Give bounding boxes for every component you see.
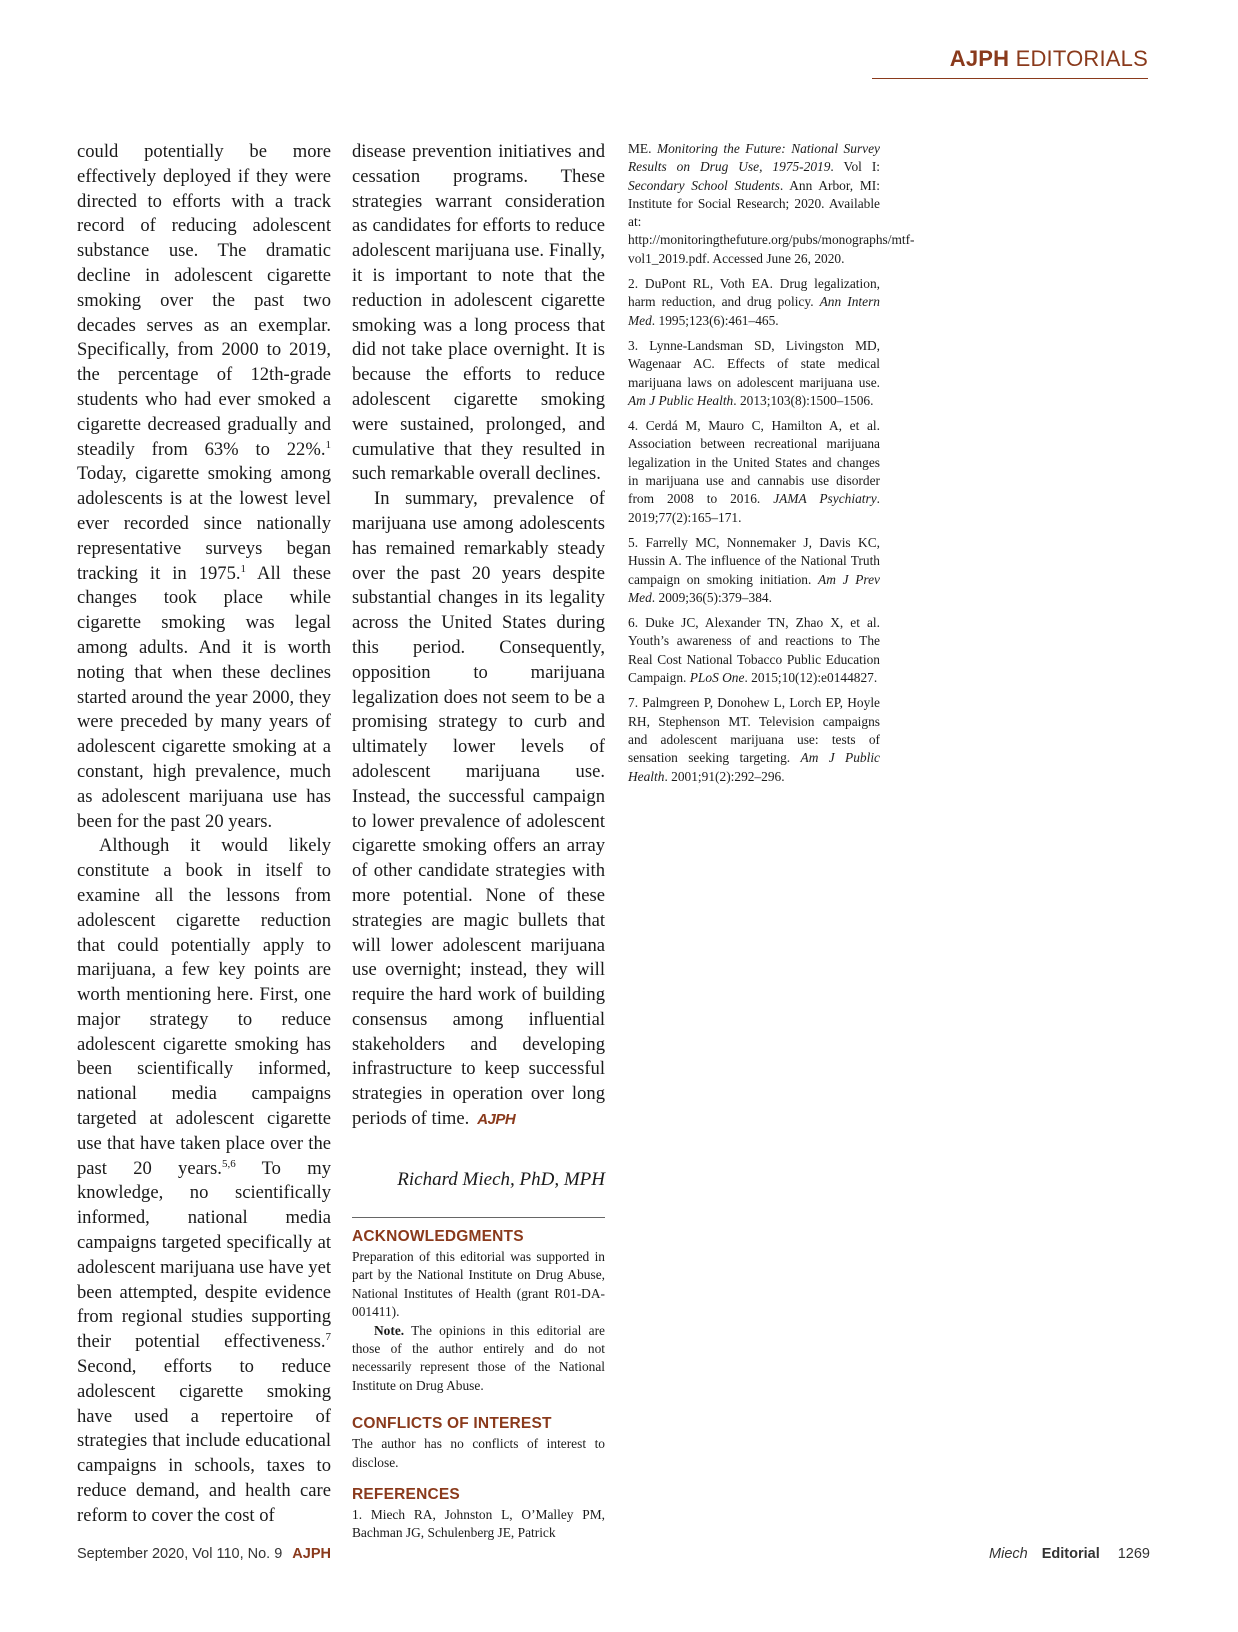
col2-paragraph-2: In summary, prevalence of marijuana use among adolescents has remained remarkably steady over the past 20 years despite substantial changes in its legality across the United States during this period. Consequently, opposition to marijuana legalization does not seem to be a promising strategy to curb and ultimately lower levels of adolescent marijuana use. Instead, the successful campaign to lower prevalence of adolescent cigarette smoking offers an array of other candidate strategies with more potential. None of these strategies are magic bullets that will lower adolescent marijuana use overnight; instead, they will require the hard work of building consensus among influential stakeholders and developing infrastructure to keep successful strategies in operation over long periods of time. AJPH — [352, 488, 605, 1130]
citation: 5,6 — [221, 1157, 236, 1170]
author-signature: Richard Miech, PhD, MPH — [397, 1168, 605, 1190]
citation: 1 — [325, 438, 331, 451]
conflicts-heading: CONFLICTS OF INTEREST — [352, 1415, 552, 1433]
reference-1-start: 1. Miech RA, Johnston L, O’Malley PM, Bachman JG, Schulenberg JE, Patrick — [352, 1506, 605, 1541]
reference-3: 3. Lynne-Landsman SD, Livingston MD, Wagenaar AC. Effects of state medical marijuana laws on adolescent marijuana use. Am J Public Health. 2013;103(8):1500–1506. — [628, 337, 880, 408]
column-1 — [77, 140, 331, 1529]
page-number: 1269 — [1117, 1546, 1150, 1562]
acknowledgments-heading: ACKNOWLEDGMENTS — [352, 1227, 524, 1245]
column-3 — [628, 140, 915, 793]
footer-author: Miech — [989, 1546, 1028, 1562]
footer-left — [77, 1546, 331, 1562]
reference-6: 6. Duke JC, Alexander TN, Zhao X, et al. Youth’s awareness of and reactions to The Real Cost National Tobacco Public Education Campaign. PLoS One. 2015;10(12):e0144827. — [628, 615, 880, 686]
col1-paragraph-2: Although it would likely constitute a book in itself to examine all the lessons from adolescent cigarette reduction that could potentially apply to marijuana, a few key points are worth mentioning here. First, one major strategy to reduce adolescent cigarette smoking has been scientifically informed, national media campaigns targeted at adolescent cigarette use that have taken place over the past 20 years.$^{5,6}$ To my knowledge, no scientifically informed, national media campaigns targeted specifically at adolescent marijuana use have yet been attempted, despite evidence from regional studies supporting their potential effectiveness.$^7$ Second, efforts to reduce adolescent cigarette smoking have used a repertoire of strategies that include educational campaigns in schools, taxes to reduce demand, and health care reform to cover the cost of — [77, 835, 332, 1526]
reference-5: 5. Farrelly MC, Nonnemaker J, Davis KC, Hussin A. The influence of the National Truth campaign on smoking initiation. Am J Prev Med. 2009;36(5):379–384. — [628, 534, 880, 605]
column-2 — [352, 140, 605, 1543]
citation: 1 — [240, 562, 247, 575]
footer-journal: AJPH — [292, 1546, 331, 1562]
reference-1-cont: ME. Monitoring the Future: National Survey Results on Drug Use, 1975-2019. Vol I: Secondary School Students. Ann Arbor, MI: Institute for Social Research; 2020. Available at: http://monitoringthefuture.org/pubs/monographs/mtf-vol1_2019.pdf. Accessed June 26, 2020. — [628, 141, 915, 266]
col2-paragraph-1: disease prevention initiatives and cessation programs. These strategies warrant consideration as candidates for efforts to reduce adolescent marijuana use. Finally, it is important to note that the reduction in adolescent cigarette smoking was a long process that did not take place overnight. It is because the efforts to reduce adolescent cigarette smoking were sustained, prolonged, and cumulative that they resulted in such remarkable overall declines. — [352, 141, 605, 485]
section-divider — [352, 1217, 605, 1218]
footer-issue: September 2020, Vol 110, No. 9 — [77, 1546, 283, 1562]
conflicts-text: The author has no conflicts of interest to disclose. — [352, 1436, 605, 1470]
footer-type: Editorial — [1041, 1546, 1100, 1562]
header-rule — [872, 78, 1148, 79]
footer-right — [989, 1546, 1150, 1562]
reference-7: 7. Palmgreen P, Donohew L, Lorch EP, Hoyle RH, Stephenson MT. Television campaigns and adolescent marijuana use: tests of sensation seeking targeting. Am J Public Health. 2001;91(2):292–296. — [628, 695, 880, 784]
col1-paragraph-1: could potentially be more effectively deployed if they were directed to efforts with a track record of reducing adolescent substance use. The dramatic decline in adolescent cigarette smoking over the past two decades serves as an exemplar. Specifically, from 2000 to 2019, the percentage of 12th-grade students who had ever smoked a cigarette decreased gradually and steadily from 63% to 22%.$^1$ Today, cigarette smoking among adolescents is at the lowest level ever recorded since nationally representative surveys began tracking it in 1975.$^1$ All these changes took place while cigarette smoking was legal among adults. And it is worth noting that when these declines started around the year 2000, they were preceded by many years of adolescent cigarette smoking at a constant, high prevalence, much as adolescent marijuana use has been for the past 20 years. — [77, 141, 331, 832]
reference-4: 4. Cerdá M, Mauro C, Hamilton A, et al. Association between recreational marijuana legalization in the United States and changes in marijuana use and cannabis use disorder from 2008 to 2016. JAMA Psychiatry. 2019;77(2):165–171. — [628, 418, 881, 525]
running-header — [950, 46, 1148, 72]
note-text: Note. The opinions in this editorial are those of the author entirely and do not necessarily represent those of the National Institute on Drug Abuse. — [352, 1322, 605, 1393]
header-brand: AJPH — [949, 46, 1010, 71]
header-section: EDITORIALS — [1015, 46, 1148, 71]
references-heading: REFERENCES — [352, 1485, 460, 1503]
acknowledgments-text: Preparation of this editorial was supported in part by the National Institute on Drug Abuse, National Institutes of Health (grant R01-DA-001411). — [352, 1248, 605, 1320]
ajph-end-mark: AJPH — [477, 1111, 516, 1129]
reference-2: 2. DuPont RL, Voth EA. Drug legalization, harm reduction, and drug policy. Ann Intern Med. 1995;123(6):461–465. — [628, 276, 880, 328]
citation: 7 — [325, 1331, 331, 1344]
